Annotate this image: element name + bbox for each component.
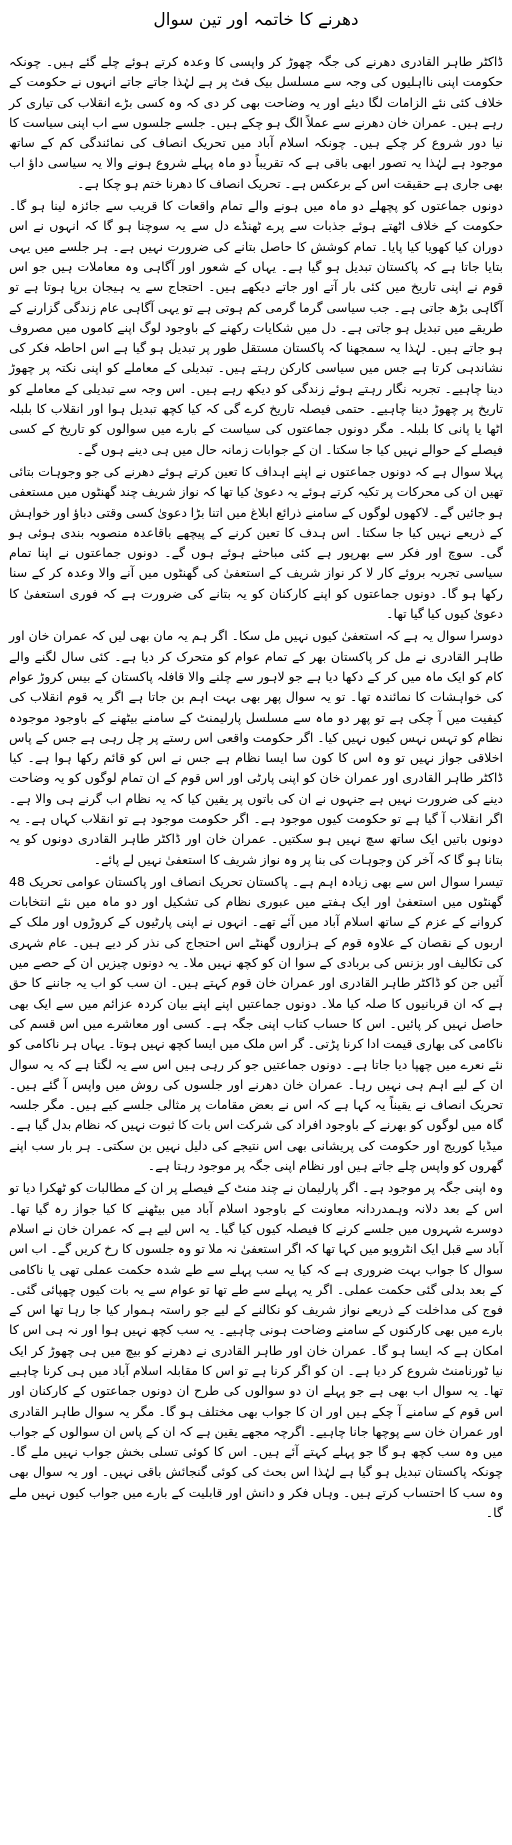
paragraph-5: تیسرا سوال اس سے بھی زیادہ اہم ہے۔ پاکستان تحریک انصاف اور پاکستان عوامی تحریک 48 گھنٹوں میں استعفیٰ اور ایک ہفتے میں عبوری نظام کی تشکیل اور دو ماہ میں نئے انتخابات کروانے کے عزم کے ساتھ اسلام آباد میں آئے تھے۔ انہوں نے اپنی پارٹیوں کے کروڑوں اور ملک کے اربوں کے نقصان کے علاوہ قوم کے ہزاروں گھنٹے اس احتجاج کی نذر کر دیے ہیں۔ عام شہری کی تکالیف اور بزنس کی بربادی کے سوا ان کو کچھ نہیں ملا۔ یہ دونوں چیزیں ان کے حصے میں آئیں جن کو ڈاکٹر طاہر القادری اور عمران خان قوم کہتے ہیں۔ ان سب کو اب یہ جاننے کا حق ہے کہ ان قربانیوں کا صلہ کیا ملا۔ دونوں جماعتیں اپنے اپنے بیان کردہ عزائم میں سے ایک بھی حاصل نہیں کر پائیں۔ اس کا حساب کتاب اپنی جگہ ہے۔ کسی اور معاشرے میں اس قسم کی ناکامی کی بھاری قیمت ادا کرنا پڑتی۔ گر اس ملک میں ایسا کچھ نہیں ہوتا۔ یہاں ہر ناکامی کو نئے نعرے میں چھپا دیا جاتا ہے۔ دونوں جماعتیں جو کر رہی ہیں اس سے یہ لگتا ہے کہ یہ سوال ان کے لیے اہم ہی نہیں رہا۔ عمران خان دھرنے اور جلسوں کی روش میں واپس آ گئے ہیں۔ تحریک انصاف نے یقیناً یہ کہا ہے کہ اس نے بعض مقامات پر مثالی جلسے کیے ہیں۔ مگر جلسہ گاہ میں لوگوں کو بھرنے کے باوجود افراد کی شرکت اس بات کا ثبوت نہیں کہ نظام بدل گیا ہے۔ میڈیا کوریج اور حکومت کی پریشانی بھی اس نتیجے کی دلیل نہیں بن سکتی۔ ہر بار سب اپنے گھروں کو واپس چلے جاتے ہیں اور نظام اپنی جگہ پر موجود رہتا ہے۔	[9, 873, 503, 1174]
paragraph-1: ڈاکٹر طاہر القادری دھرنے کی جگہ چھوڑ کر واپسی کا وعدہ کرتے ہوئے چلے گئے ہیں۔ چونکہ حکومت اپنی نااہلیوں کی وجہ سے مسلسل بیک فٹ پر ہے لہٰذا جاتے جاتے انہوں نے حکومت کے خلاف کئی نئے الزامات لگا دیئے اور یہ وضاحت بھی کر دی کہ وہ کسی بڑے انقلاب کی تیاری کر رہے ہیں۔ عمران خان دھرنے سے عملاً الگ ہو چکے ہیں۔ جلسے جلسوں سے اب اپنی سیاست کا نیا دور شروع کر چکے ہیں۔ چونکہ اسلام آباد میں تحریک انصاف کی نمائندگی کم کے ساتھ موجود ہے لہٰذا یہ تصور ابھی باقی ہے کہ تقریباً دو ماہ پہلے شروع ہونے والا یہ سیاسی داؤ اب بھی جاری ہے حقیقت اس کے برعکس ہے۔ تحریک انصاف کا دھرنا ختم ہو چکا ہے۔	[9, 54, 503, 191]
paragraph-2: دونوں جماعتوں کو پچھلے دو ماہ میں ہونے والے تمام واقعات کا قریب سے جائزہ لینا ہو گا۔ حکومت کے خلاف اٹھتے ہوئے جذبات سے پرے ٹھنڈے دل سے یہ سوچنا ہو گا کہ انہوں نے اس دوران کیا کھویا کیا پایا۔ تمام کوشش کا حاصل بتانے کی ضرورت نہیں ہے۔ ہر جلسے میں یہی بتایا جاتا ہے کہ پاکستان تبدیل ہو گیا ہے۔ یہاں کے شعور اور آگاہی وہ معاملات ہیں جو اس قوم نے اپنی تاریخ میں کئی بار آتے اور جاتے دیکھے ہیں۔ احتجاج سے یہ ہیجان برپا ہوتا ہے تو آگاہی بڑھ جاتی ہے۔ جب سیاسی گرما گرمی کم ہوتی ہے تو یہی آگاہی عام زندگی گزارنے کے طریقے میں تبدیل ہو جاتی ہے۔ دل میں شکایات رکھنے کے باوجود لوگ اپنے کاموں میں مصروف ہو جاتے ہیں۔ لہٰذا یہ سمجھنا کہ پاکستان مستقل طور پر تبدیل ہو گیا ہے اس احاطہ فکر کی نشاندہی کرتا ہے جس میں سیاسی کارکن رہتے ہیں۔ تبدیلی کے معاملے کو اپنی نکتہ پر چھوڑ دینا چاہیے۔ تجربہ نگار رہتے ہوئے زندگی کو دیکھ رہے ہیں۔ اس وجہ سے تبدیلی کے معاملے کو تاریخ پر چھوڑ دینا چاہیے۔ حتمی فیصلہ تاریخ کرے گی کہ کیا کچھ تبدیل ہوا اور انقلاب کا بلبلہ اٹھا یا پانی کا بلبلہ۔ مگر دونوں جماعتوں کی سیاست کے بارے میں سوالوں کو تاریخ کے کسی فیصلے کے حوالے نہیں کیا جا سکتا۔ ان کے جوابات زمانہ حال میں ہی دینے ہوں گے۔	[9, 198, 503, 457]
article-body	[9, 52, 503, 1523]
paragraph-4: دوسرا سوال یہ ہے کہ استعفیٰ کیوں نہیں مل سکا۔ اگر ہم یہ مان بھی لیں کہ عمران خان اور طاہر القادری نے مل کر پاکستان بھر کے تمام عوام کو متحرک کر دیا ہے۔ کئی سال لگنے والے کام کو ایک ماہ میں کر کے دکھا دیا ہے جو لاہور سے چلنے والا قافلہ پاکستان کے بیس کروڑ عوام کی خواہشات کا نمائندہ تھا۔ تو یہ سوال پھر بھی بہت اہم بن جاتا ہے اگر یہ قوم انقلاب کی کیفیت میں آ چکی ہے تو پھر دو ماہ سے مسلسل پارلیمنٹ کے سامنے بیٹھنے کے باوجود موجودہ نظام کو تہس نہس کیوں نہیں کیا۔ اگر حکومت واقعی اس رستے پر چل رہی ہے جس کے پاس اخلاقی جواز نہیں تو وہ اس کا کون سا ایسا نظام ہے جس نے اس کو قائم رکھا ہوا ہے۔ کیا ڈاکٹر طاہر القادری اور عمران خان کو اپنی پارٹی اور اس قوم کے ان تمام لوگوں کو یہ وضاحت دینے کی ضرورت نہیں ہے جنہوں نے ان کی باتوں پر یقین کیا کہ یہ نظام اب گرنے ہی والا ہے۔ اگر انقلاب آ گیا ہے تو حکومت کیوں موجود ہے۔ اگر حکومت موجود ہے تو انقلاب کہاں ہے۔ یہ دونوں باتیں ایک ساتھ سچ نہیں ہو سکتیں۔ عمران خان اور ڈاکٹر طاہر القادری دونوں کو یہ بتانا ہو گا کہ آخر کن وجوہات کی بنا پر وہ نواز شریف کا استعفیٰ نہیں لے پائے۔	[9, 628, 503, 867]
paragraph-6: وہ اپنی جگہ پر موجود ہے۔ اگر پارلیمان نے چند منٹ کے فیصلے پر ان کے مطالبات کو ٹھکرا دیا تو اس کے بعد دلانہ وہمدردانہ معاونت کے باوجود اسلام آباد میں بیٹھنے کا کیا جواز رہ گیا تھا۔ دوسرے شہروں میں جلسے کرنے کا فیصلہ کیوں کیا گیا۔ یہ اس لیے ہے کہ عمران خان نے اسلام آباد سے قبل ایک انٹرویو میں کہا تھا کہ اگر استعفیٰ نہ ملا تو وہ جلسوں کا رخ کریں گے۔ اب اس سوال کا جواب بہت ضروری ہے کہ کیا یہ سب پہلے سے طے شدہ حکمت عملی تھی یا ناکامی کے بعد بدلی گئی حکمت عملی۔ اگر یہ پہلے سے طے تھا تو عوام سے یہ بات کیوں چھپائی گئی۔ فوج کی مداخلت کے ذریعے نواز شریف کو نکالنے کے لیے جو راستہ ہموار کیا جا رہا تھا اس کے بارے میں بھی کارکنوں کے سامنے وضاحت ہونی چاہیے۔ یہ سب کچھ نہیں ہوا اور نہ ہی اس کا امکان ہے کہ ایسا ہو گا۔ عمران خان اور طاہر القادری نے دھرنے کو بیچ میں ہی چھوڑ کر ایک نیا ٹورنامنٹ شروع کر دیا ہے۔ ان کو اگر کرنا ہے تو اس کا مقابلہ اسلام آباد میں ہی کرنا چاہیے تھا۔ یہ سوال اب بھی ہے جو پہلے ان دو سوالوں کی طرح ان دونوں جماعتوں کے کارکنان اور اس قوم کے سامنے آ چکے ہیں اور ان کا جواب بھی مختلف ہو گا۔ مگر یہ سوال طاہر القادری اور عمران خان سے پوچھا جانا چاہیے۔ اگرچہ مجھے یقین ہے کہ ان کے پاس ان سوالوں کے جواب میں وہ سب کچھ ہو گا جو پہلے کہتے آئے ہیں۔ اس کا کوئی تسلی بخش جواب نہیں ملے گا۔ چونکہ پاکستان تبدیل ہو گیا ہے لہٰذا اس بحث کی کوئی گنجائش باقی نہیں۔ اور یہ سوال بھی وہ سب کا احتساب کرتے ہیں۔ وہاں فکر و دانش اور قابلیت کے بارے میں جواب کیوں نہیں ملے گا۔	[9, 1180, 503, 1521]
headline: دھرنے کا خاتمہ اور تین سوال	[153, 10, 359, 30]
paragraph-3: پہلا سوال ہے کہ دونوں جماعتوں نے اپنے اہداف کا تعین کرتے ہوئے دھرنے کی جو وجوہات بتائی تھیں ان کی محرکات پر تکیہ کرتے ہوئے یہ دعویٰ کیا تھا کہ نواز شریف چند گھنٹوں میں مستعفی ہو جائیں گے۔ لاکھوں لوگوں کے سامنے ذرائع ابلاغ میں اتنا بڑا دعویٰ کسی وقتی دباؤ اور خواہش کے ذریعے نہیں کیا جا سکتا۔ اس ہدف کا تعین کرنے کے پیچھے باقاعدہ منصوبہ بندی ہوئی ہو گی۔ سوچ اور فکر سے بھرپور ہے کئی مباحثے ہوئے ہوں گے۔ دونوں جماعتوں نے اپنا تمام سیاسی تجربہ بروئے کار لا کر نواز شریف کے استعفیٰ کی گھنٹوں میں آنے والا وعدہ کر کے سنا رکھا ہو گا۔ دونوں جماعتوں کو اپنے کارکنان کو یہ بتانے کی ضرورت ہے کہ فوری استعفیٰ کا دعویٰ کیوں کیا گیا تھا۔	[9, 463, 503, 622]
